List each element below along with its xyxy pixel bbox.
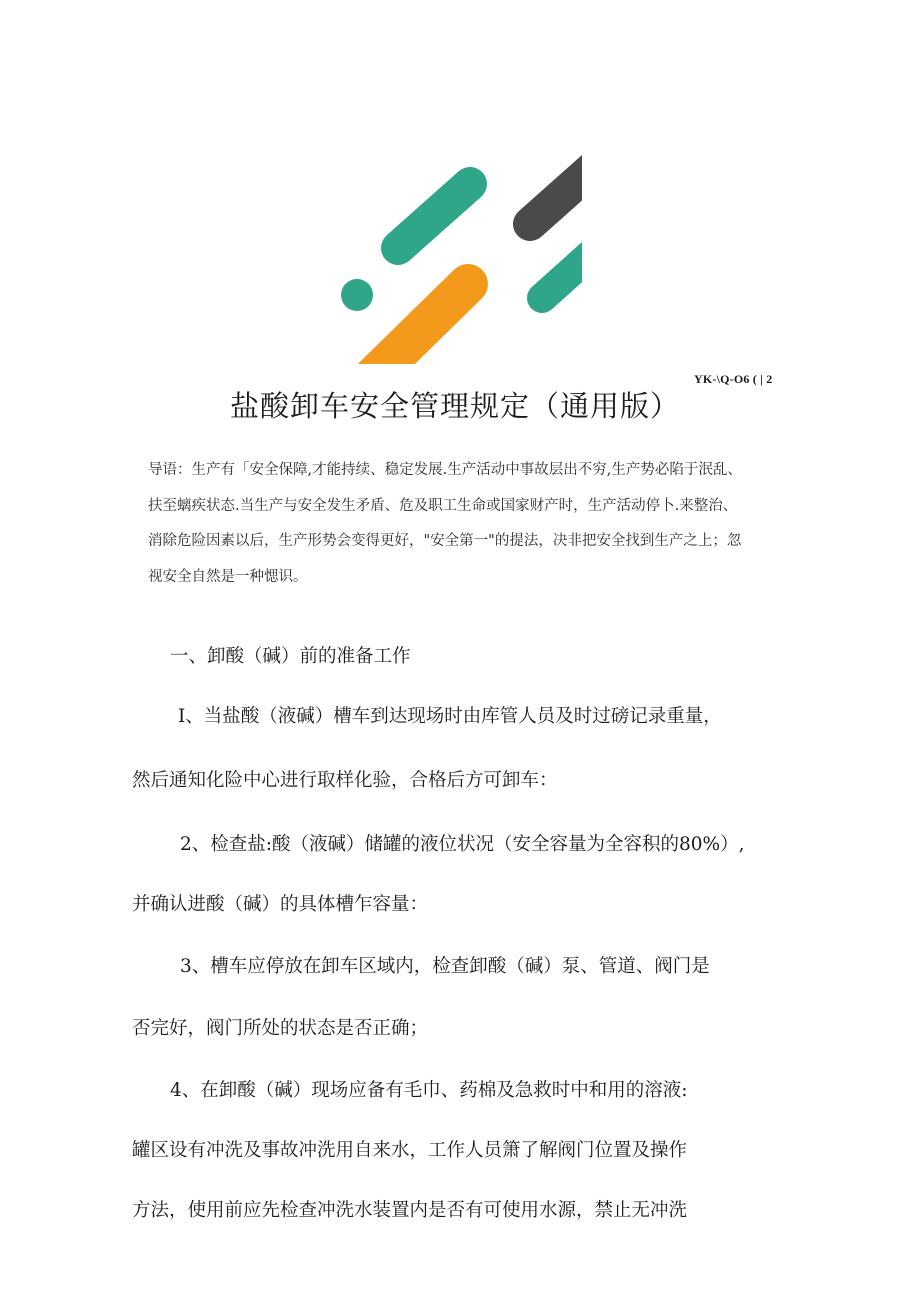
body-text-line: 然后通知化险中心进行取样化验，合格后方可卸车： bbox=[132, 770, 558, 791]
body-text-line: 否完好，阀门所处的状态是否正确； bbox=[132, 1018, 429, 1039]
logo-teal-stroke-short bbox=[542, 228, 586, 298]
logo-teal-dot bbox=[341, 279, 373, 311]
body-text-line: 3、槽车应停放在卸车区域内，检查卸酸（碱）泵、管道、阀门是 bbox=[180, 956, 710, 977]
logo-teal-stroke-long bbox=[398, 184, 470, 248]
body-text-line: 并确认进酸（碱）的具体槽乍容量： bbox=[132, 894, 429, 915]
intro-line: 消除危险因素以后，生产形势会变得更好，"安全第一"的提法，决非把安全找到生产之上；忽 bbox=[148, 533, 742, 549]
document-code: YK-\Q-O6 ( | 2 bbox=[694, 372, 773, 386]
section-heading: 一、卸酸（碱）前的准备工作 bbox=[170, 646, 411, 667]
body-text-line: 方法，使用前应先检查冲洗水装置内是否有可使用水源，禁止无冲洗 bbox=[132, 1200, 688, 1221]
intro-line: 导语：生产有「安全保障,才能持续、稳定发展.生产活动中事故层出不穷,生产势必陷于泯乱、 bbox=[148, 462, 742, 478]
intro-line: 视安全自然是一种愢识。 bbox=[148, 568, 308, 585]
brand-logo-icon bbox=[330, 148, 586, 368]
intro-paragraph bbox=[148, 453, 796, 595]
page-title: 盐酸卸车安全管理规定（通用版） bbox=[230, 389, 681, 423]
logo-orange-stroke bbox=[370, 284, 468, 368]
logo-gray-stroke bbox=[530, 148, 586, 224]
body-text-line: 2、检查盐:酸（液碱）储罐的液位状况（安全容量为全容积的80%）, bbox=[180, 834, 745, 855]
body-text-line: I、当盐酸（液碱）槽车到达现场时由库管人员及时过磅记录重量， bbox=[178, 706, 722, 727]
body-text-line: 罐区设有冲洗及事故冲洗用自来水，工作人员箫了解阀门位置及操作 bbox=[132, 1140, 688, 1161]
body-text-line: 4、在卸酸（碱）现场应备有毛巾、药棉及急救时中和用的溶液: bbox=[170, 1080, 688, 1101]
intro-line: 扶至螭疾状态.当生产与安全发生矛盾、危及职工生命或国家财产时，生产活动停卜.来整治、 bbox=[148, 497, 738, 514]
